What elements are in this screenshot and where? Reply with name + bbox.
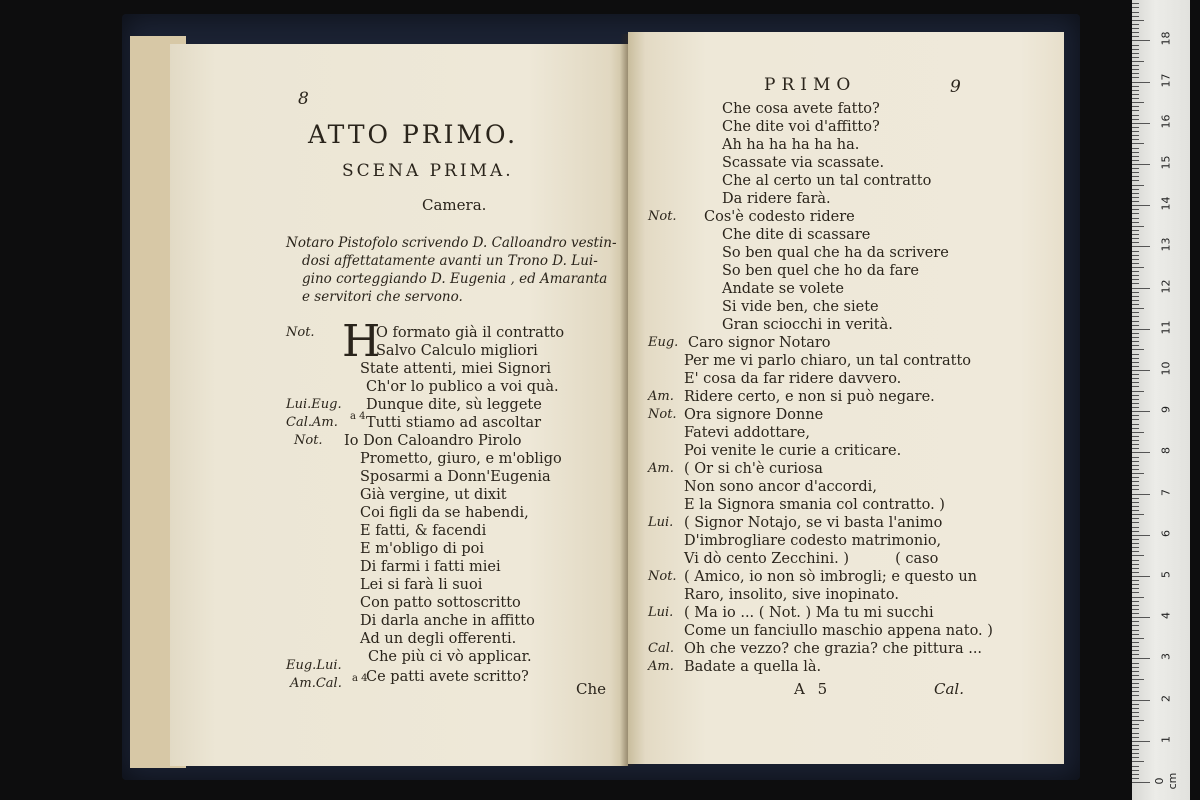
ruler-tick — [1132, 300, 1139, 301]
verse-line: Ora signore Donne — [684, 407, 824, 423]
ruler-tick — [1132, 222, 1139, 223]
ruler-tick — [1132, 753, 1139, 754]
ruler-tick — [1132, 209, 1139, 210]
ruler-tick — [1132, 230, 1139, 231]
ruler-tick — [1132, 452, 1150, 453]
ruler-tick — [1132, 683, 1139, 684]
ruler-tick — [1132, 473, 1144, 474]
verse-line: Salvo Calculo migliori — [376, 343, 538, 359]
ruler-tick — [1132, 86, 1139, 87]
ruler-tick — [1132, 419, 1139, 420]
verse-line: Ce patti avete scritto? — [366, 669, 529, 685]
ruler-tick — [1132, 354, 1139, 355]
ruler-tick — [1132, 255, 1139, 256]
stage-direction-line: dosi affettatamente avanti un Trono D. Lui- — [302, 253, 598, 269]
speaker-label: Cal.Am. — [286, 415, 338, 430]
ruler-tick — [1132, 110, 1139, 111]
ruler-tick — [1132, 630, 1139, 631]
ruler-tick — [1132, 576, 1150, 577]
ruler-tick — [1132, 176, 1139, 177]
verse-line: Prometto, giuro, e m'obligo — [360, 451, 562, 467]
ruler-tick — [1132, 597, 1144, 598]
catchword: Cal. — [934, 680, 964, 698]
verse-line: Caro signor Notaro — [688, 335, 831, 351]
ruler-tick — [1132, 160, 1139, 161]
ruler-tick — [1132, 374, 1139, 375]
ruler-tick — [1132, 312, 1139, 313]
verse-line: Come un fanciullo maschio appena nato. ) — [684, 623, 993, 639]
ruler-tick — [1132, 65, 1139, 66]
verse-line: E fatti, & facendi — [360, 523, 487, 539]
verse-line: State attenti, miei Signori — [360, 361, 552, 377]
ruler-number: 7 — [1159, 488, 1173, 496]
ruler-tick — [1132, 535, 1150, 536]
ruler-tick — [1132, 634, 1139, 635]
ruler-tick — [1132, 321, 1139, 322]
ruler-tick — [1132, 712, 1139, 713]
ruler-tick — [1132, 283, 1139, 284]
ruler-tick — [1132, 333, 1139, 334]
ruler-tick — [1132, 489, 1139, 490]
verse-line: Poi venite le curie a criticare. — [684, 443, 902, 459]
ruler-tick — [1132, 102, 1144, 103]
ruler-tick — [1132, 164, 1150, 165]
ruler-tick — [1132, 16, 1139, 17]
ruler-tick — [1132, 436, 1139, 437]
right-page — [628, 32, 1064, 764]
ruler-tick — [1132, 461, 1139, 462]
verse-line: Cos'è codesto ridere — [704, 209, 855, 225]
ruler-number: 13 — [1159, 237, 1173, 252]
verse-line: Per me vi parlo chiaro, un tal contratto — [684, 353, 972, 369]
ruler-tick — [1132, 135, 1139, 136]
ruler-tick — [1132, 716, 1139, 717]
ruler-tick — [1132, 259, 1139, 260]
ruler-tick — [1132, 238, 1139, 239]
signature-mark: A 5 — [794, 680, 832, 698]
verse-line: D'imbrogliare codesto matrimonio, — [684, 533, 942, 549]
verse-line: Fatevi addottare, — [684, 425, 810, 441]
verse-line: Scassate via scassate. — [722, 155, 885, 171]
ruler-tick — [1132, 57, 1139, 58]
ruler-tick — [1132, 172, 1139, 173]
ruler-tick — [1132, 708, 1139, 709]
verse-line: So ben quel che ho da fare — [722, 263, 919, 279]
ruler-tick — [1132, 704, 1139, 705]
ruler-tick — [1132, 358, 1139, 359]
speaker-label: Lui. — [648, 605, 674, 620]
act-title: ATTO PRIMO. — [308, 120, 519, 149]
verse-line: Da ridere farà. — [722, 191, 831, 207]
ruler-tick — [1132, 251, 1139, 252]
ruler-tick — [1132, 69, 1139, 70]
ruler-tick — [1132, 728, 1139, 729]
ruler-tick — [1132, 564, 1139, 565]
ruler-tick — [1132, 424, 1139, 425]
ruler-tick — [1132, 12, 1139, 13]
speaker-label: Not. — [648, 407, 677, 422]
ruler-tick — [1132, 663, 1139, 664]
ruler-tick — [1132, 774, 1139, 775]
speaker-label: Am. — [648, 389, 674, 404]
ruler-tick — [1132, 185, 1144, 186]
ruler-tick — [1132, 131, 1139, 132]
ruler-tick — [1132, 654, 1139, 655]
page-number: 9 — [950, 77, 961, 97]
ruler-number: 6 — [1159, 529, 1173, 537]
ruler-tick — [1132, 366, 1139, 367]
ruler-tick — [1132, 650, 1139, 651]
verse-line: Sposarmi a Donn'Eugenia — [360, 469, 551, 485]
ruler-tick — [1132, 444, 1139, 445]
page-number: 8 — [298, 89, 309, 109]
ruler-tick — [1132, 572, 1139, 573]
ruler-tick — [1132, 242, 1139, 243]
ruler-tick — [1132, 621, 1139, 622]
ruler-tick — [1132, 36, 1139, 37]
ruler-tick — [1132, 457, 1139, 458]
ruler-tick — [1132, 592, 1139, 593]
ruler-tick — [1132, 485, 1139, 486]
ruler-tick — [1132, 560, 1139, 561]
ruler-tick — [1132, 370, 1150, 371]
ruler-tick — [1132, 514, 1144, 515]
ruler-tick — [1132, 3, 1139, 4]
ruler-tick — [1132, 531, 1139, 532]
ruler-tick — [1132, 106, 1139, 107]
ruler-tick — [1132, 477, 1139, 478]
speaker-label: Am. — [648, 461, 674, 476]
ruler-tick — [1132, 724, 1139, 725]
verse-line: ( Signor Notajo, se vi basta l'animo — [684, 515, 943, 531]
verse-line: Che più ci vò applicar. — [368, 649, 532, 665]
ruler-tick — [1132, 218, 1139, 219]
ruler-number: 10 — [1159, 361, 1173, 376]
verse-line: ( Or si ch'è curiosa — [684, 461, 823, 477]
ruler-tick — [1132, 741, 1150, 742]
ruler-tick — [1132, 40, 1150, 41]
verse-line: So ben qual che ha da scrivere — [722, 245, 949, 261]
ruler-tick — [1132, 494, 1150, 495]
ruler-tick — [1132, 625, 1139, 626]
ruler-number: 1 — [1159, 735, 1173, 743]
ruler-tick — [1132, 679, 1144, 680]
ruler-tick — [1132, 518, 1139, 519]
ruler-tick — [1132, 658, 1150, 659]
ruler-number: 4 — [1159, 612, 1173, 620]
verse-line: Già vergine, ut dixit — [360, 487, 507, 503]
ruler-number: 12 — [1159, 279, 1173, 294]
ruler-tick — [1132, 547, 1139, 548]
stage-direction-line: e servitori che servono. — [302, 289, 463, 305]
ruler-tick — [1132, 568, 1139, 569]
verse-line: Di darla anche in affitto — [360, 613, 535, 629]
ruler-tick — [1132, 115, 1139, 116]
scene-title: SCENA PRIMA. — [342, 161, 514, 181]
stage-direction-line: Notaro Pistofolo scrivendo D. Calloandro vestin- — [286, 235, 617, 251]
ruler-tick — [1132, 770, 1139, 771]
ruler-tick — [1132, 213, 1139, 214]
ruler-tick — [1132, 778, 1139, 779]
verse-line: Badate a quella là. — [684, 659, 822, 675]
ruler-tick — [1132, 73, 1139, 74]
verse-line: Di farmi i fatti miei — [360, 559, 501, 575]
verse-line: Coi figli da se habendi, — [360, 505, 529, 521]
ruler-tick — [1132, 349, 1144, 350]
ruler-tick — [1132, 584, 1139, 585]
ruler-tick — [1132, 189, 1139, 190]
ruler-tick — [1132, 761, 1144, 762]
ruler-tick — [1132, 432, 1144, 433]
ruler-tick — [1132, 288, 1150, 289]
ruler-tick — [1132, 24, 1139, 25]
left-page — [170, 44, 628, 766]
setting: Camera. — [422, 196, 487, 214]
ruler-tick — [1132, 691, 1139, 692]
ruler-tick — [1132, 609, 1139, 610]
ruler-tick — [1132, 90, 1139, 91]
ruler-tick — [1132, 329, 1150, 330]
verse-line: ( Amico, io non sò imbrogli; e questo un — [684, 569, 978, 585]
ruler-tick — [1132, 757, 1139, 758]
ruler-tick — [1132, 440, 1139, 441]
ruler-tick — [1132, 695, 1139, 696]
ruler-number: 0 cm — [1153, 772, 1179, 790]
ruler-tick — [1132, 49, 1139, 50]
ruler-tick — [1132, 28, 1139, 29]
ruler-tick — [1132, 522, 1139, 523]
speaker-label: Lui.Eug. — [286, 397, 342, 412]
speaker-label: Not. — [648, 209, 677, 224]
ruler-tick — [1132, 7, 1139, 8]
ruler-number: 3 — [1159, 653, 1173, 661]
verse-line: Che al certo un tal contratto — [722, 173, 932, 189]
ruler-tick — [1132, 481, 1139, 482]
ruler-tick — [1132, 98, 1139, 99]
ruler-tick — [1132, 20, 1144, 21]
verse-line: Non sono ancor d'accordi, — [684, 479, 877, 495]
verse-line: Tutti stiamo ad ascoltar — [366, 415, 542, 431]
ruler-tick — [1132, 205, 1150, 206]
ruler-tick — [1132, 395, 1139, 396]
ruler-tick — [1132, 465, 1139, 466]
ruler-tick — [1132, 502, 1139, 503]
ruler-tick — [1132, 733, 1139, 734]
ruler-tick — [1132, 469, 1139, 470]
speaker-label: Eug.Lui. — [286, 658, 342, 673]
ruler-tick — [1132, 197, 1139, 198]
ruler-tick — [1132, 428, 1139, 429]
ruler-tick — [1132, 638, 1144, 639]
verse-line: Con patto sottoscritto — [360, 595, 521, 611]
ruler-tick — [1132, 399, 1139, 400]
ruler-tick — [1132, 605, 1139, 606]
ruler-number: 5 — [1159, 571, 1173, 578]
verse-line: Io Don Caloandro Pirolo — [344, 433, 522, 449]
speaker-label: Not. — [294, 433, 323, 448]
ruler-tick — [1132, 226, 1144, 227]
ruler-tick — [1132, 749, 1139, 750]
verse-line: Ridere certo, e non si può negare. — [684, 389, 935, 405]
ruler-tick — [1132, 601, 1139, 602]
ruler-tick — [1132, 362, 1139, 363]
verse-line: Dunque dite, sù leggete — [366, 397, 542, 413]
speaker-label: Lui. — [648, 515, 674, 530]
ruler-number: 18 — [1159, 31, 1173, 46]
verse-line: Ch'or lo publico a voi quà. — [366, 379, 559, 395]
ruler-tick — [1132, 316, 1139, 317]
ruler-tick — [1132, 53, 1139, 54]
stage-direction-line: gino corteggiando D. Eugenia , ed Amaranta — [302, 271, 608, 287]
verse-line: Vi dò cento Zecchini. ) ( caso — [684, 551, 939, 567]
ruler-tick — [1132, 543, 1139, 544]
ruler-tick — [1132, 337, 1139, 338]
ruler-tick — [1132, 382, 1139, 383]
ruler-tick — [1132, 510, 1139, 511]
verse-line: Raro, insolito, sive inopinato. — [684, 587, 899, 603]
ruler-tick — [1132, 267, 1144, 268]
ruler-tick — [1132, 275, 1139, 276]
ruler-tick — [1132, 139, 1139, 140]
ruler-tick — [1132, 403, 1139, 404]
ruler-tick — [1132, 263, 1139, 264]
ruler-number: 8 — [1159, 447, 1173, 455]
ruler-tick — [1132, 737, 1139, 738]
ruler-tick — [1132, 279, 1139, 280]
verse-line: Che dite di scassare — [722, 227, 871, 243]
ruler-tick — [1132, 782, 1150, 783]
ruler-number: 15 — [1159, 155, 1173, 170]
ruler-number: 17 — [1159, 73, 1173, 88]
verse-line: Ad un degli offerenti. — [360, 631, 517, 647]
ruler-tick — [1132, 378, 1139, 379]
ruler-tick — [1132, 246, 1150, 247]
ruler-tick — [1132, 720, 1144, 721]
ruler-number: 11 — [1159, 320, 1173, 335]
running-head: PRIMO — [764, 75, 857, 95]
ruler-number: 16 — [1159, 114, 1173, 129]
ruler-number: 9 — [1159, 406, 1173, 414]
verse-line: Oh che vezzo? che grazia? che pittura ... — [684, 641, 983, 657]
ruler-tick — [1132, 77, 1139, 78]
ruler-tick — [1132, 45, 1139, 46]
ruler-tick — [1132, 180, 1139, 181]
ruler-tick — [1132, 700, 1150, 701]
a4-mark: a 4 — [350, 411, 366, 422]
ruler-tick — [1132, 193, 1139, 194]
ruler-tick — [1132, 671, 1139, 672]
ruler-tick — [1132, 94, 1139, 95]
ruler-tick — [1132, 143, 1144, 144]
verse-line: O formato già il contratto — [376, 325, 565, 341]
ruler-tick — [1132, 156, 1139, 157]
verse-line: E m'obligo di poi — [360, 541, 485, 557]
ruler-tick — [1132, 123, 1150, 124]
verse-line: Si vide ben, che siete — [722, 299, 879, 315]
verse-line: Andate se volete — [722, 281, 844, 297]
ruler-tick — [1132, 551, 1139, 552]
ruler-tick — [1132, 766, 1139, 767]
ruler-tick — [1132, 617, 1150, 618]
ruler-tick — [1132, 411, 1150, 412]
ruler-tick — [1132, 345, 1139, 346]
verse-line: E' cosa da far ridere davvero. — [684, 371, 902, 387]
verse-line: E la Signora smania col contratto. ) — [684, 497, 945, 513]
ruler-tick — [1132, 407, 1139, 408]
verse-line: Che dite voi d'affitto? — [722, 119, 880, 135]
verse-line: ( Ma io ... ( Not. ) Ma tu mi succhi — [684, 605, 934, 621]
speaker-label: Am.Cal. — [290, 676, 342, 691]
ruler-tick — [1132, 325, 1139, 326]
verse-line: Che cosa avete fatto? — [722, 101, 880, 117]
ruler-tick — [1132, 296, 1139, 297]
ruler-tick — [1132, 119, 1139, 120]
drop-cap: H — [342, 316, 381, 367]
ruler-tick — [1132, 667, 1139, 668]
measuring-ruler — [1132, 0, 1190, 800]
verse-line: Gran sciocchi in verità. — [722, 317, 893, 333]
ruler-tick — [1132, 304, 1139, 305]
ruler-tick — [1132, 292, 1139, 293]
ruler-tick — [1132, 646, 1139, 647]
ruler-tick — [1132, 127, 1139, 128]
ruler-tick — [1132, 745, 1139, 746]
ruler-tick — [1132, 341, 1139, 342]
ruler-tick — [1132, 687, 1139, 688]
speaker-label: Not. — [286, 325, 315, 340]
ruler-tick — [1132, 613, 1139, 614]
ruler-tick — [1132, 168, 1139, 169]
ruler-tick — [1132, 391, 1144, 392]
ruler-tick — [1132, 675, 1139, 676]
ruler-tick — [1132, 82, 1150, 83]
ruler-tick — [1132, 588, 1139, 589]
speaker-label: Am. — [648, 659, 674, 674]
ruler-tick — [1132, 580, 1139, 581]
ruler-tick — [1132, 506, 1139, 507]
ruler-tick — [1132, 386, 1139, 387]
ruler-tick — [1132, 555, 1144, 556]
ruler-tick — [1132, 498, 1139, 499]
speaker-label: Not. — [648, 569, 677, 584]
ruler-tick — [1132, 148, 1139, 149]
speaker-label: Cal. — [648, 641, 674, 656]
ruler-tick — [1132, 271, 1139, 272]
ruler-tick — [1132, 32, 1139, 33]
ruler-tick — [1132, 527, 1139, 528]
catchword: Che — [576, 680, 607, 698]
ruler-tick — [1132, 61, 1144, 62]
ruler-number: 2 — [1159, 694, 1173, 702]
ruler-number: 14 — [1159, 196, 1173, 211]
ruler-tick — [1132, 308, 1144, 309]
ruler-tick — [1132, 539, 1139, 540]
ruler-tick — [1132, 234, 1139, 235]
ruler-tick — [1132, 415, 1139, 416]
ruler-tick — [1132, 201, 1139, 202]
verse-line: Lei si farà li suoi — [360, 577, 483, 593]
ruler-tick — [1132, 448, 1139, 449]
a4-mark: a 4 — [352, 673, 368, 684]
speaker-label: Eug. — [648, 335, 679, 350]
ruler-tick — [1132, 152, 1139, 153]
verse-line: Ah ha ha ha ha ha. — [722, 137, 860, 153]
ruler-tick — [1132, 642, 1139, 643]
